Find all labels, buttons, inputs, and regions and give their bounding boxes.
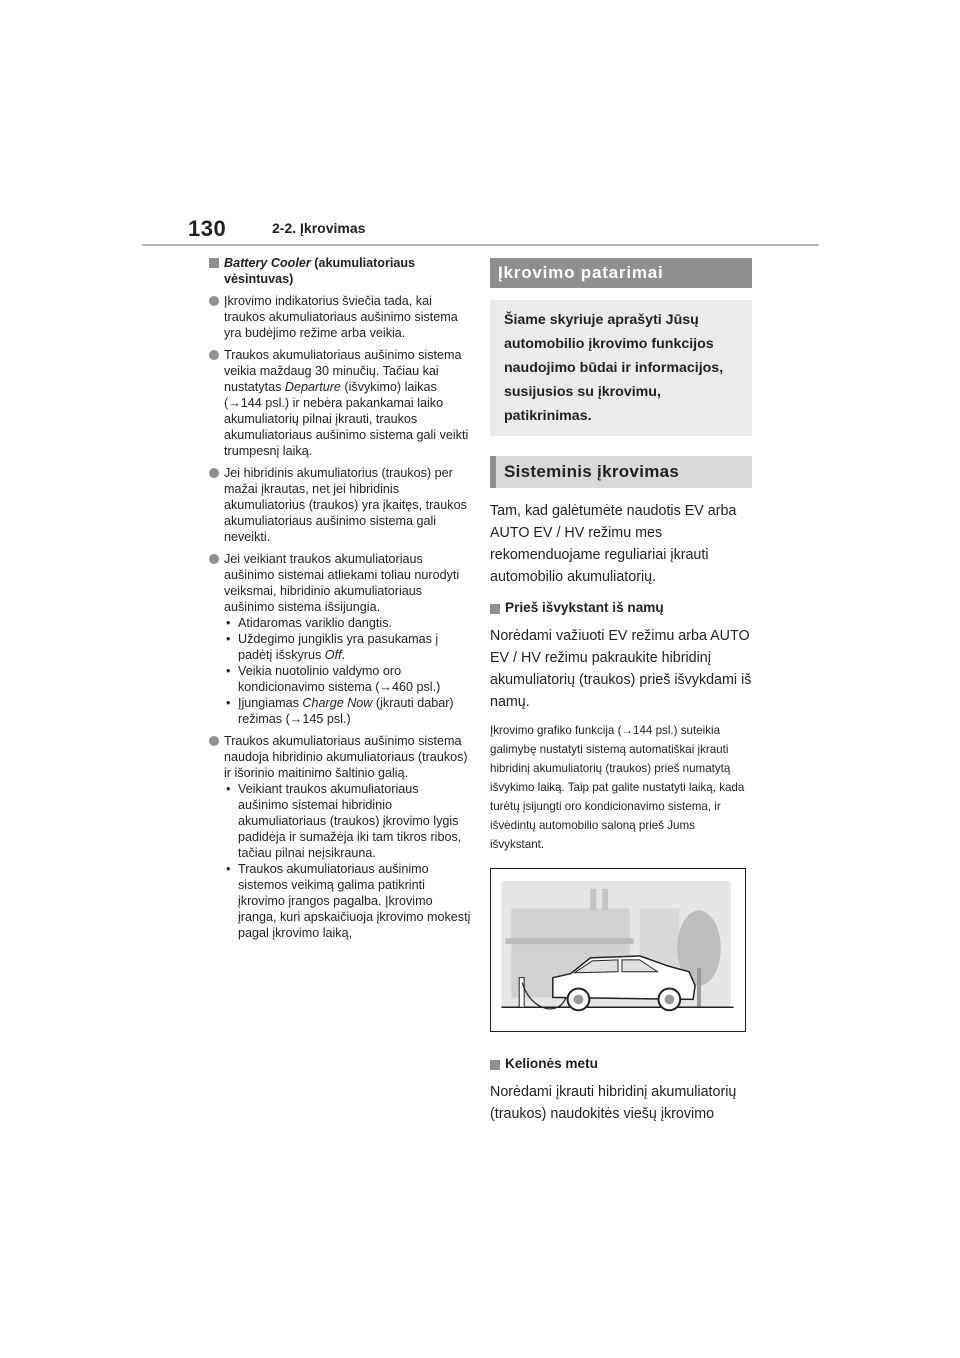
car-charging-icon — [491, 869, 745, 1031]
right-column — [490, 258, 752, 1125]
note-2 — [209, 347, 471, 459]
list-item: • Veikia nuotolinio valdymo oro kondicionavimo sistema (→460 psl.) — [224, 663, 471, 695]
during-trip-heading — [490, 1056, 752, 1071]
note-2-text-b: (išvykimo) laikas (→144 psl.) ir nebėra pakankamai laiko akumuliatorių pilnai įkrauti, traukos akumuliatoriaus aušinimo sistema gali veikti trumpesnį laiką. — [224, 380, 469, 458]
note-2-text-a: Traukos akumuliatoriaus aušinimo sistema veikia maždaug 30 minučių. Tačiau kai nustatytas — [224, 348, 462, 394]
page-number: 130 — [188, 216, 227, 241]
note-3-text: Jei hibridinis akumuliatorius (traukos) per mažai įkrautas, net jei hibridinis akumuliatorius (traukos) yra įkaitęs, traukos akumuliatoriaus aušinimo sistema gali neveikti. — [224, 466, 467, 544]
note-5 — [209, 733, 471, 941]
circle-bullet-icon — [209, 296, 219, 306]
square-bullet-icon — [490, 604, 500, 614]
square-bullet-icon — [209, 258, 219, 268]
list-item: • Atidaromas variklio dangtis. — [224, 615, 471, 631]
square-bullet-icon — [490, 1060, 500, 1070]
list-item: • Įjungiamas Charge Now (įkrauti dabar) režimas (→145 psl.) — [224, 695, 471, 727]
note-3 — [209, 465, 471, 545]
system-charging-paragraph: Tam, kad galėtumėte naudotis EV arba AUTO EV / HV režimu mes rekomenduojame reguliariai įkrauti automobilio akumuliatorių. — [490, 503, 737, 585]
charging-schedule-paragraph: Įkrovimo grafiko funkcija (→144 psl.) suteikia galimybę nustatyti sistemą automatiškai įkrauti hibridinį akumuliatorių (traukos) prieš numatytą išvykimo laiką. Taip pat galite nustatyti laiką, kada turėtų įsijungti oro kondicionavimo sistema, ir išvėdintų automobilio saloną prieš Jums išvykstant. — [490, 724, 745, 851]
battery-cooler-heading — [209, 255, 471, 287]
before-leaving-paragraph: Norėdami važiuoti EV režimu arba AUTO EV / HV režimu pakraukite hibridinį akumuliatorių (traukos) prieš išvykdami iš namų. — [490, 628, 752, 710]
system-charging-heading: Sisteminis įkrovimas — [490, 456, 752, 488]
note-5-text: Traukos akumuliatoriaus aušinimo sistema naudoja hibridinio akumuliatoriaus (traukos) ir išorinio maitinimo šaltinio galią. — [224, 734, 468, 780]
home-charging-illustration — [490, 868, 746, 1032]
heading-rest: (akumuliatoriaus vėsintuvas) — [224, 256, 416, 286]
circle-bullet-icon — [209, 736, 219, 746]
left-column — [209, 255, 471, 947]
section-title: 2-2. Įkrovimas — [272, 220, 366, 236]
charging-tips-banner: Įkrovimo patarimai — [490, 258, 752, 288]
page-header — [180, 212, 820, 246]
note-4-list — [224, 615, 471, 727]
before-leaving-label: Prieš išvykstant iš namų — [505, 600, 664, 615]
note-4-text: Jei veikiant traukos akumuliatoriaus aušinimo sistemai atliekami toliau nurodyti veiksmai, hibridinio akumuliatoriaus aušinimo sistema išsijungia. — [224, 552, 460, 614]
circle-bullet-icon — [209, 468, 219, 478]
list-item: • Uždegimo jungiklis yra pasukamas į padėtį išskyrus Off. — [224, 631, 471, 663]
circle-bullet-icon — [209, 350, 219, 360]
note-2-italic: Departure — [284, 380, 341, 394]
note-1 — [209, 293, 471, 341]
heading-italic: Battery Cooler — [224, 256, 311, 270]
note-5-list — [224, 781, 471, 941]
header-rule — [142, 244, 819, 246]
circle-bullet-icon — [209, 554, 219, 564]
list-item: • Traukos akumuliatoriaus aušinimo sistemos veikimą galima patikrinti įkrovimo įrangos pagalba. Įkrovimo įranga, kuri apskaičiuoja įkrovimo mokestį pagal įkrovimo laiką, — [224, 861, 471, 941]
during-trip-label: Kelionės metu — [505, 1056, 598, 1071]
during-trip-paragraph: Norėdami įkrauti hibridinį akumuliatorių (traukos) naudokitės viešų įkrovimo — [490, 1084, 737, 1122]
intro-box: Šiame skyriuje aprašyti Jūsų automobilio įkrovimo funkcijos naudojimo būdai ir informacijos, susijusios su įkrovimu, patikrinimas. — [490, 300, 752, 436]
before-leaving-heading — [490, 600, 752, 615]
list-item: • Veikiant traukos akumuliatoriaus aušinimo sistemai hibridinio akumuliatoriaus (traukos) įkrovimo lygis padidėja ir sumažėja iki tam tikros ribos, tačiau pilnai neįsikrauna. — [224, 781, 471, 861]
note-4 — [209, 551, 471, 727]
note-1-text: Įkrovimo indikatorius šviečia tada, kai traukos akumuliatoriaus aušinimo sistema yra budėjimo režime arba veikia. — [224, 294, 458, 340]
